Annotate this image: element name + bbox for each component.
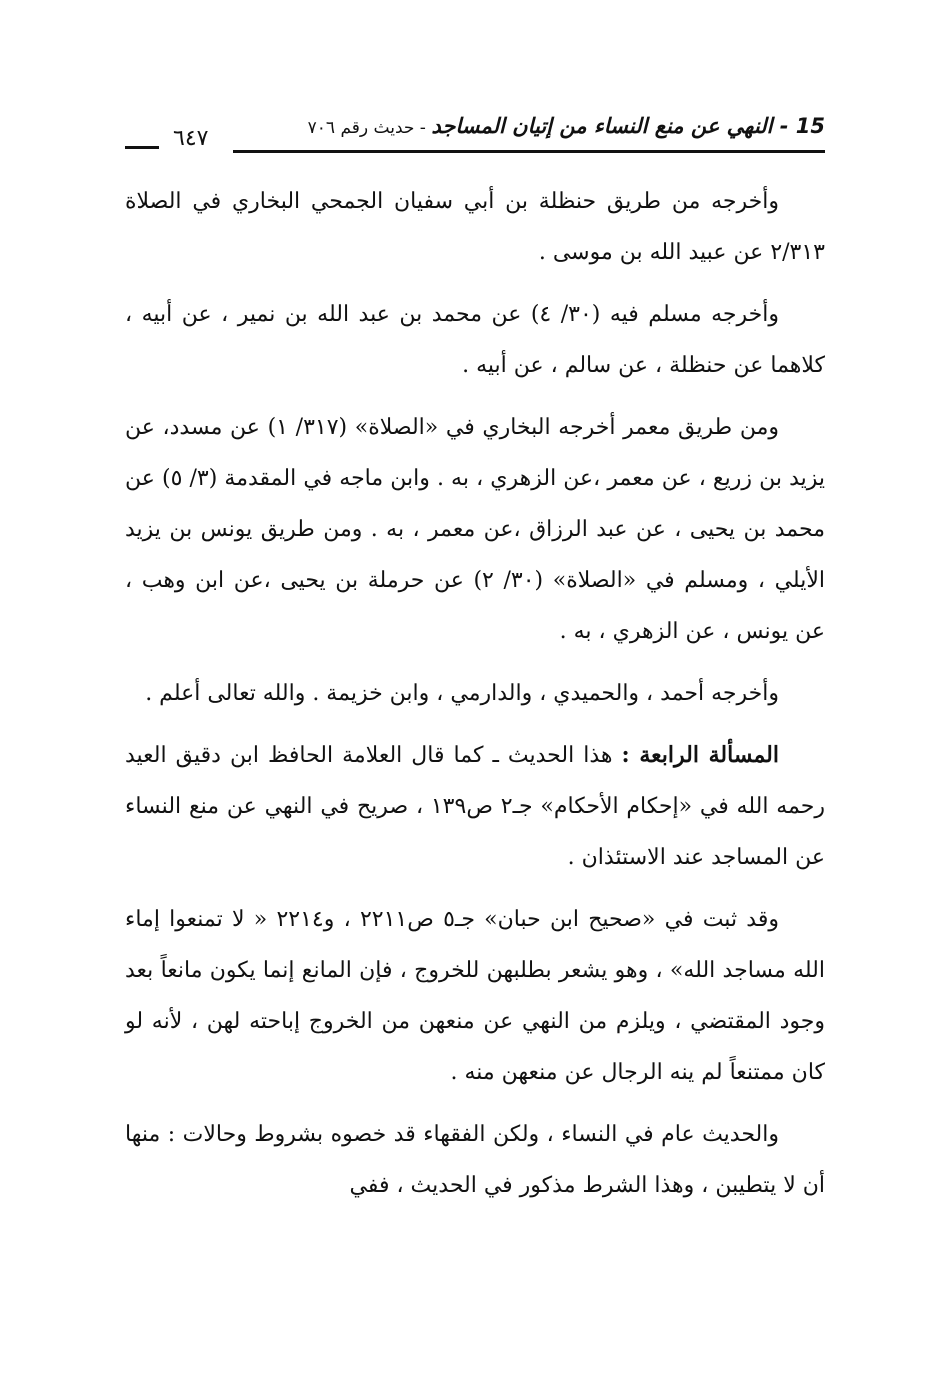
paragraph-text: وأخرجه من طريق حنظلة بن أبي سفيان الجمحي البخاري في الصلاة ٢/٣١٣ عن عبيد الله بن موسى . [125, 189, 825, 265]
page-number: ٦٤٧ [173, 126, 209, 151]
page-body [125, 176, 825, 1222]
paragraph-text: وقد ثبت في «صحيح ابن حبان» جـ٥ ص٢٢١١ ، و٢٢١٤ « لا تمنعوا إماء الله مساجد الله» ، وهو يشعر بطلبهن للخروج ، فإن المانع إنما يكون مانعاً بعد وجود المقتضي ، ويلزم من النهي عن منعهن من الخروج إباحته لهن ، لأنه لو كان ممتنعاً لم ينه الرجال عن منعهن منه . [125, 907, 825, 1085]
header-rule [233, 150, 825, 153]
paragraph-text: والحديث عام في النساء ، ولكن الفقهاء قد خصوه بشروط وحالات : منها أن لا يتطيبن ، وهذا الشرط مذكور في الحديث ، ففي [125, 1122, 825, 1198]
hadith-number: حديث رقم ٧٠٦ [307, 118, 415, 138]
chapter-title [308, 114, 825, 138]
paragraph-4 [125, 668, 825, 719]
paragraph-lead: المسألة الرابعة : [621, 742, 779, 768]
running-header [125, 112, 825, 152]
paragraph-text: هذا الحديث ـ كما قال العلامة الحافظ ابن دقيق العيد رحمه الله في «إحكام الأحكام» جـ٢ ص١٣٩ ، صريح في النهي عن منع النساء عن المساجد عند الاستئذان . [125, 743, 825, 870]
paragraph-5 [125, 730, 825, 883]
paragraph-3 [125, 402, 825, 657]
paragraph-1 [125, 176, 825, 278]
paragraph-text: وأخرجه أحمد ، والحميدي ، والدارمي ، وابن خزيمة . والله تعالى أعلم . [145, 681, 779, 706]
paragraph-6 [125, 894, 825, 1098]
paragraph-2 [125, 289, 825, 391]
page-number-dash [125, 146, 159, 149]
paragraph-text: وأخرجه مسلم فيه (٣٠/ ٤) عن محمد بن عبد الله بن نمير ، عن أبيه ، كلاهما عن حنظلة ، عن سالم ، عن أبيه . [125, 302, 825, 378]
header-separator: - [414, 118, 432, 138]
chapter-title-text: 15 - النهي عن منع النساء من إتيان المساجد [431, 114, 825, 138]
paragraph-7 [125, 1109, 825, 1211]
paragraph-text: ومن طريق معمر أخرجه البخاري في «الصلاة» (٣١٧/ ١) عن مسدد، عن يزيد بن زريع ، عن معمر ،عن الزهري ، به . وابن ماجه في المقدمة (٣/ ٥) عن محمد بن يحيى ، عن عبد الرزاق ،عن معمر ، به . ومن طريق يونس بن يزيد الأيلي ، ومسلم في «الصلاة» (٣٠/ ٢) عن حرملة بن يحيى ،عن ابن وهب ، عن يونس ، عن الزهري ، به . [125, 415, 825, 644]
